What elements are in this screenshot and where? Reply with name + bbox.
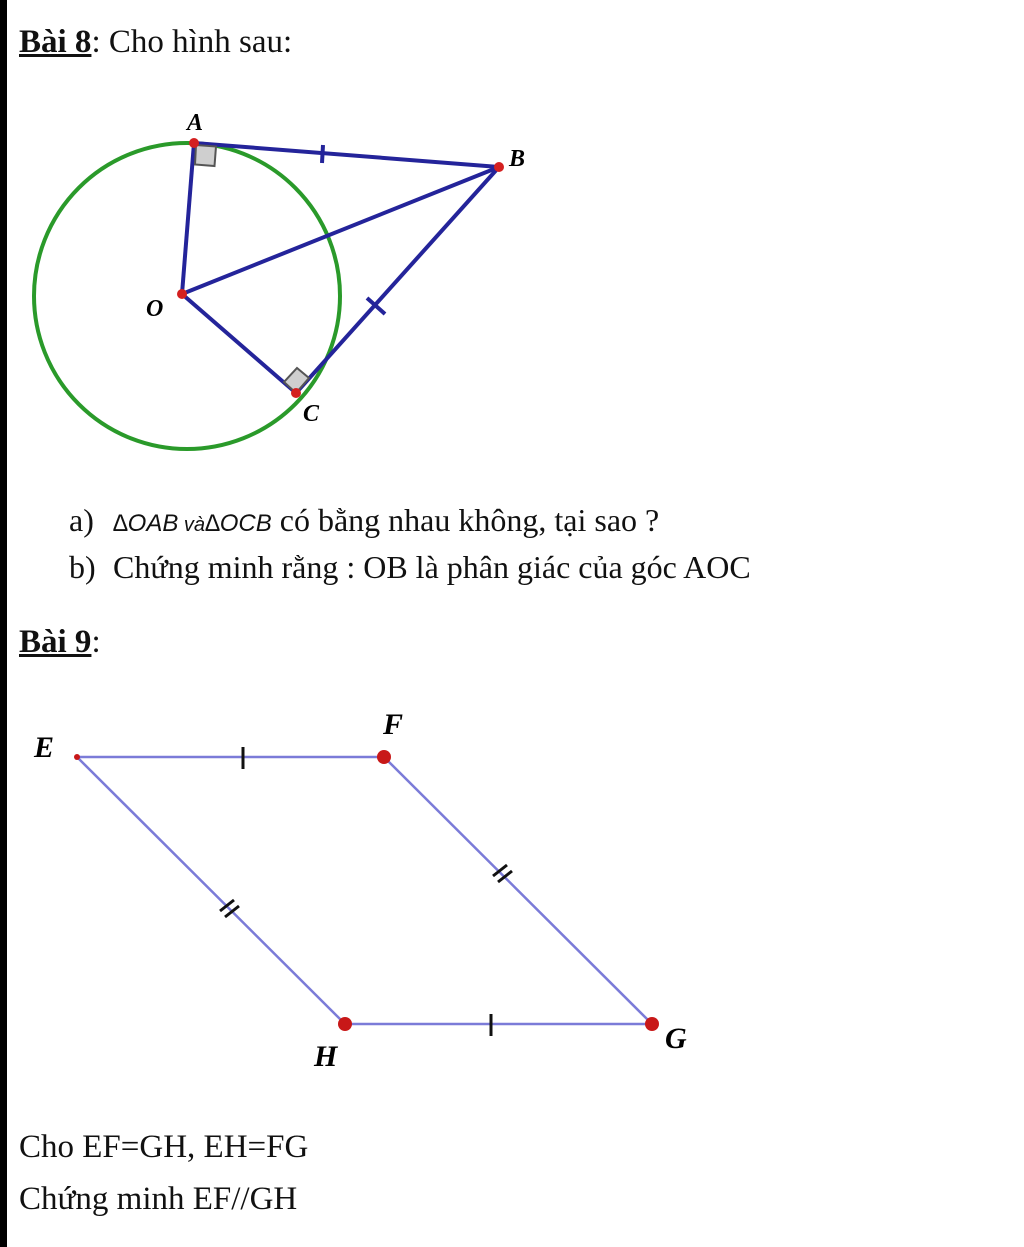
question-b-text: Chứng minh rằng : OB là phân giác của góc AOC — [113, 549, 751, 585]
question-a-and: và — [178, 514, 206, 536]
point-g — [645, 1017, 659, 1031]
label-g: G — [665, 1022, 687, 1055]
question-a-triangle-ocb: ∆OCB — [205, 510, 272, 537]
exercise-8-label: Bài 8 — [19, 24, 92, 60]
label-f: F — [383, 708, 404, 741]
question-a-text: có bằng nhau không, tại sao ? — [271, 502, 660, 538]
question-b-marker: b) — [69, 549, 96, 585]
point-f — [377, 750, 391, 764]
exercise-9-label: Bài 9 — [19, 624, 92, 660]
segment-fg — [384, 757, 652, 1024]
exercise-9-prove: Chứng minh EF//GH — [19, 1181, 298, 1217]
label-o: O — [146, 296, 164, 322]
exercise-8-intro: : Cho hình sau: — [91, 24, 293, 60]
exercise-9-given: Cho EF=GH, EH=FG — [19, 1129, 309, 1165]
point-h — [338, 1017, 352, 1031]
exercise-9-intro: : — [91, 624, 101, 660]
question-a-marker: a) — [69, 502, 94, 538]
label-a: A — [187, 110, 204, 136]
point-e — [74, 754, 80, 760]
label-c: C — [303, 401, 320, 427]
segment-eh — [77, 757, 345, 1024]
label-h: H — [314, 1040, 338, 1073]
worksheet-page — [7, 0, 1024, 1247]
exercise-9-figure — [7, 0, 1024, 1247]
label-b: B — [509, 146, 526, 172]
label-e: E — [34, 731, 55, 764]
question-a-triangle-oab: ∆OAB — [113, 510, 179, 537]
